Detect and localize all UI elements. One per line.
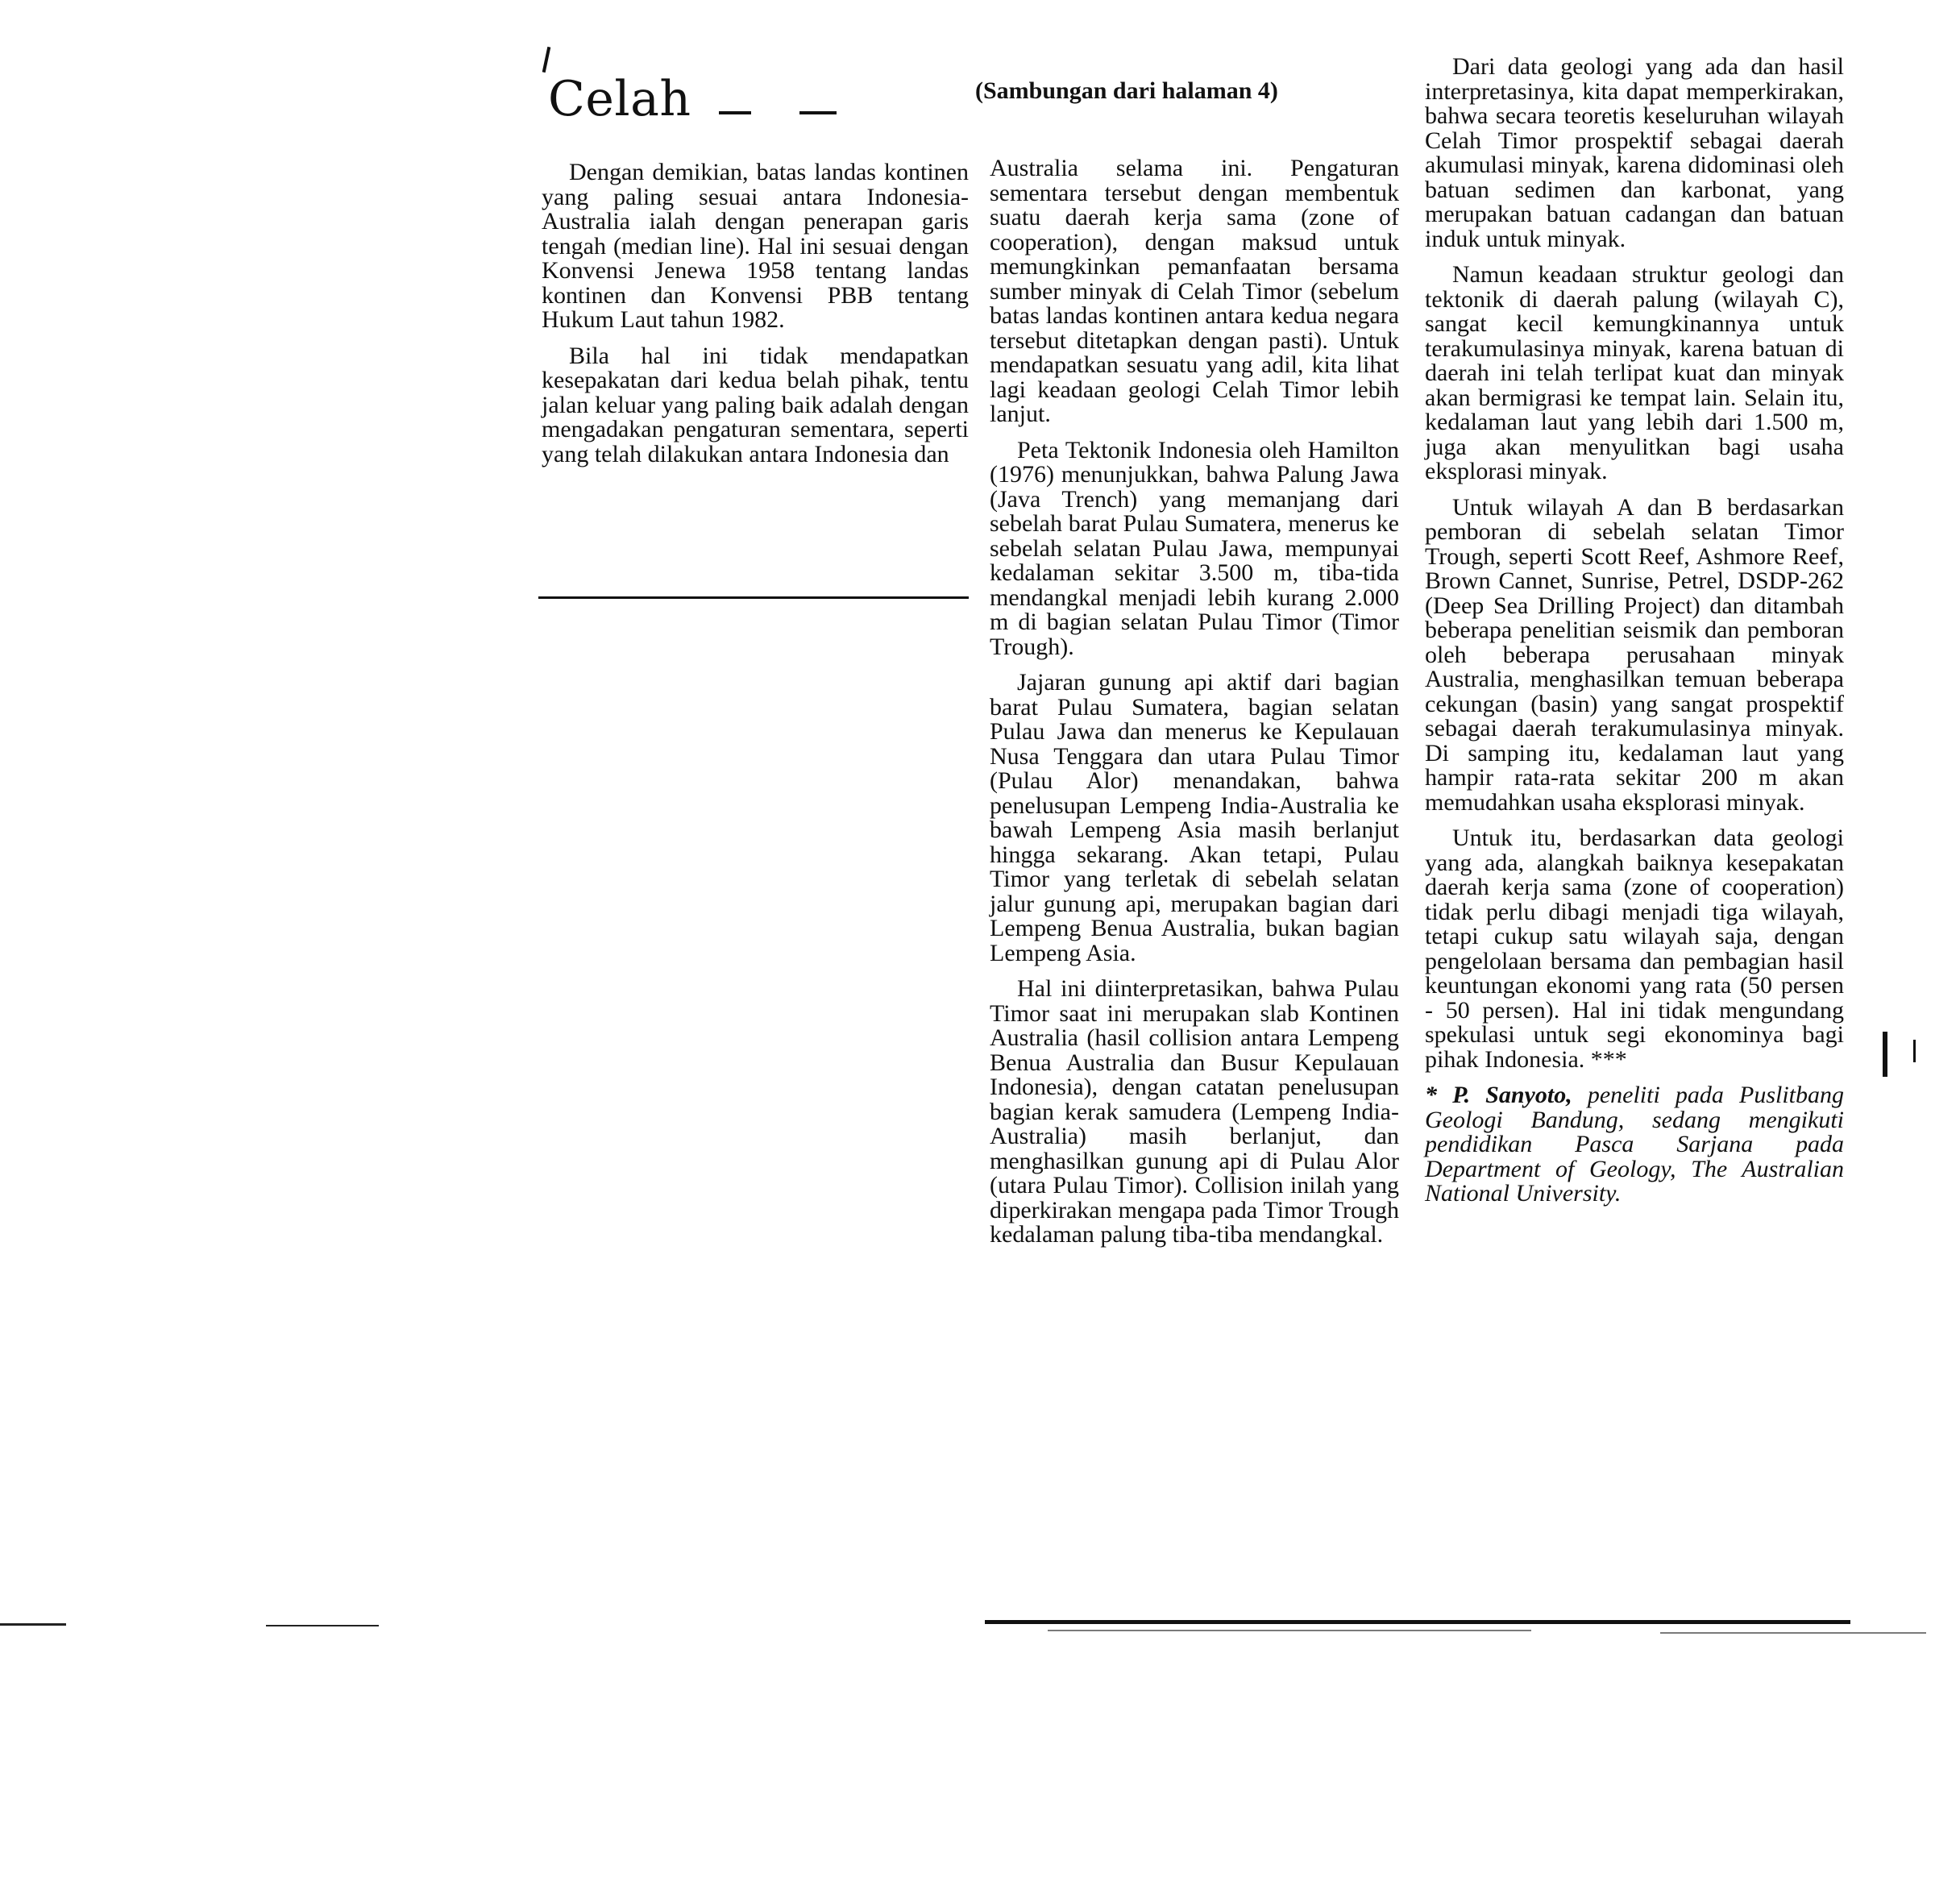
title-dash-1 <box>719 111 751 114</box>
margin-mark <box>1883 1032 1887 1077</box>
author-note: peneliti pada Puslitbang Geologi Bandung, sedang mengikuti pendidikan Pasca Sarjana pada Department of Geology, The Australian National University. <box>1425 1082 1845 1207</box>
paragraph: Bila hal ini tidak mendapatkan kesepakatan dari kedua belah pihak, tentu jalan keluar yang paling baik adalah dengan mengadakan pengaturan sementara, seperti yang telah dilakukan antara Indonesia dan <box>542 342 969 467</box>
paragraph: Hal ini diinterpretasikan, bahwa Pulau Timor saat ini merupakan slab Kontinen Australia (hasil collision antara Lempeng Benua Australia dan Busur Kepulauan Indonesia), dengan catatan penelusupan bagian kerak samudera (Lempeng India-Australia) masih berlanjut, dan menghasilkan gunung api di Pulau Alor (utara Pulau Timor). Collision inilah yang diperkirakan mengapa pada Timor Trough kedalaman palung tiba-tiba mendangkal. <box>990 975 1399 1248</box>
paragraph: Dengan demikian, batas landas kontinen yang paling sesuai antara Indonesia-Australia ialah dengan penerapan garis tengah (median line). Hal ini sesuai dengan Konvensi Jenewa 1958 tentang landas kontinen dan Konvensi PBB tentang Hukum Laut tahun 1982. <box>542 159 969 333</box>
column-1 <box>542 160 969 478</box>
paragraph: Jajaran gunung api aktif dari bagian barat Pulau Sumatera, bagian selatan Pulau Jawa dan menerus ke Kepulauan Nusa Tenggara dan utara Pulau Timor (Pulau Alor) menandakan, bahwa penelusupan Lempeng India-Australia ke bawah Lempeng Asia masih berlanjut hingga sekarang. Akan tetapi, Pulau Timor yang terletak di sebelah selatan jalur gunung api, merupakan bagian dari Lempeng Benua Australia, bukan bagian Lempeng Asia. <box>990 669 1399 966</box>
footer-rule <box>985 1620 1850 1624</box>
continued-from-note: (Sambungan dari halaman 4) <box>975 77 1278 104</box>
paragraph: Untuk wilayah A dan B berdasarkan pemboran di sebelah selatan Timor Trough, seperti Scott Reef, Ashmore Reef, Brown Cannet, Sunrise, Petrel, DSDP-262 (Deep Sea Drilling Project) dan ditambah beberapa penelitian seismik dan pemboran oleh beberapa perusahaan minyak Australia, menghasilkan temuan beberapa cekungan (basin) yang sangat prospektif sebagai daerah terakumulasinya minyak. Di samping itu, kedalaman laut yang hampir rata-rata sekitar 200 m akan memudahkan usaha eksplorasi minyak. <box>1425 493 1844 816</box>
scan-edge-mark <box>0 1623 66 1626</box>
author-name: * P. Sanyoto, <box>1425 1082 1572 1108</box>
paragraph: Australia selama ini. Pengaturan sementara tersebut dengan membentuk suatu daerah kerja sama (zone of cooperation), dengan maksud untuk memungkinkan pemanfaatan bersama sumber minyak di Celah Timor (sebelum batas landas kontinen antara kedua negara tersebut ditetapkan dengan pasti). Untuk mendapatkan sesuatu yang adil, kita lihat lagi keadaan geologi Celah Timor lebih lanjut. <box>990 155 1399 427</box>
scan-edge-mark <box>1048 1630 1531 1631</box>
paragraph: Dari data geologi yang ada dan hasil interpretasinya, kita dapat memperkirakan, bahwa secara teoretis keseluruhan wilayah Celah Timor prospektif sebagai daerah akumulasi minyak, karena didominasi oleh batuan sedimen dan karbonat, yang merupakan batuan cadangan dan batuan induk untuk minyak. <box>1425 53 1844 252</box>
title-tick-mark <box>542 47 551 73</box>
column-2 <box>990 156 1399 1259</box>
column-1-bottom-rule <box>538 596 969 599</box>
paragraph: Untuk itu, berdasarkan data geologi yang ada, alangkah baiknya kesepakatan daerah kerja sama (zone of cooperation) tidak perlu dibagi menjadi tiga wilayah, tetapi cukup satu wilayah saja, dengan pengelolaan bersama dan pembagian hasil keuntungan ekonomi yang rata (50 persen - 50 persen). Hal ini tidak mengundang spekulasi untuk segi ekonominya bagi pihak Indonesia. *** <box>1425 825 1844 1073</box>
article-title: Celah <box>548 71 691 127</box>
paragraph: Namun keadaan struktur geologi dan tektonik di daerah palung (wilayah C), sangat kecil kemungkinannya untuk terakumulasinya minyak, karena batuan di daerah ini telah terlipat kuat dan minyak akan bermigrasi ke tempat lain. Selain itu, kedalaman laut yang lebih dari 1.500 m, juga akan menyulitkan bagi usaha eksplorasi minyak. <box>1425 261 1844 484</box>
author-byline <box>1425 1083 1844 1207</box>
column-3 <box>1425 55 1844 1218</box>
paragraph: Peta Tektonik Indonesia oleh Hamilton (1976) menunjukkan, bahwa Palung Jawa (Java Trench) yang memanjang dari sebelah barat Pulau Sumatera, menerus ke sebelah selatan Pulau Jawa, mempunyai kedalaman sekitar 3.500 m, tiba-tida mendangkal menjadi lebih kurang 2.000 m di bagian selatan Pulau Timor (Timor Trough). <box>990 436 1399 660</box>
margin-mark <box>1913 1040 1916 1062</box>
scan-edge-mark <box>1660 1632 1926 1634</box>
scan-edge-mark <box>266 1625 379 1626</box>
title-dash-2 <box>799 111 837 114</box>
